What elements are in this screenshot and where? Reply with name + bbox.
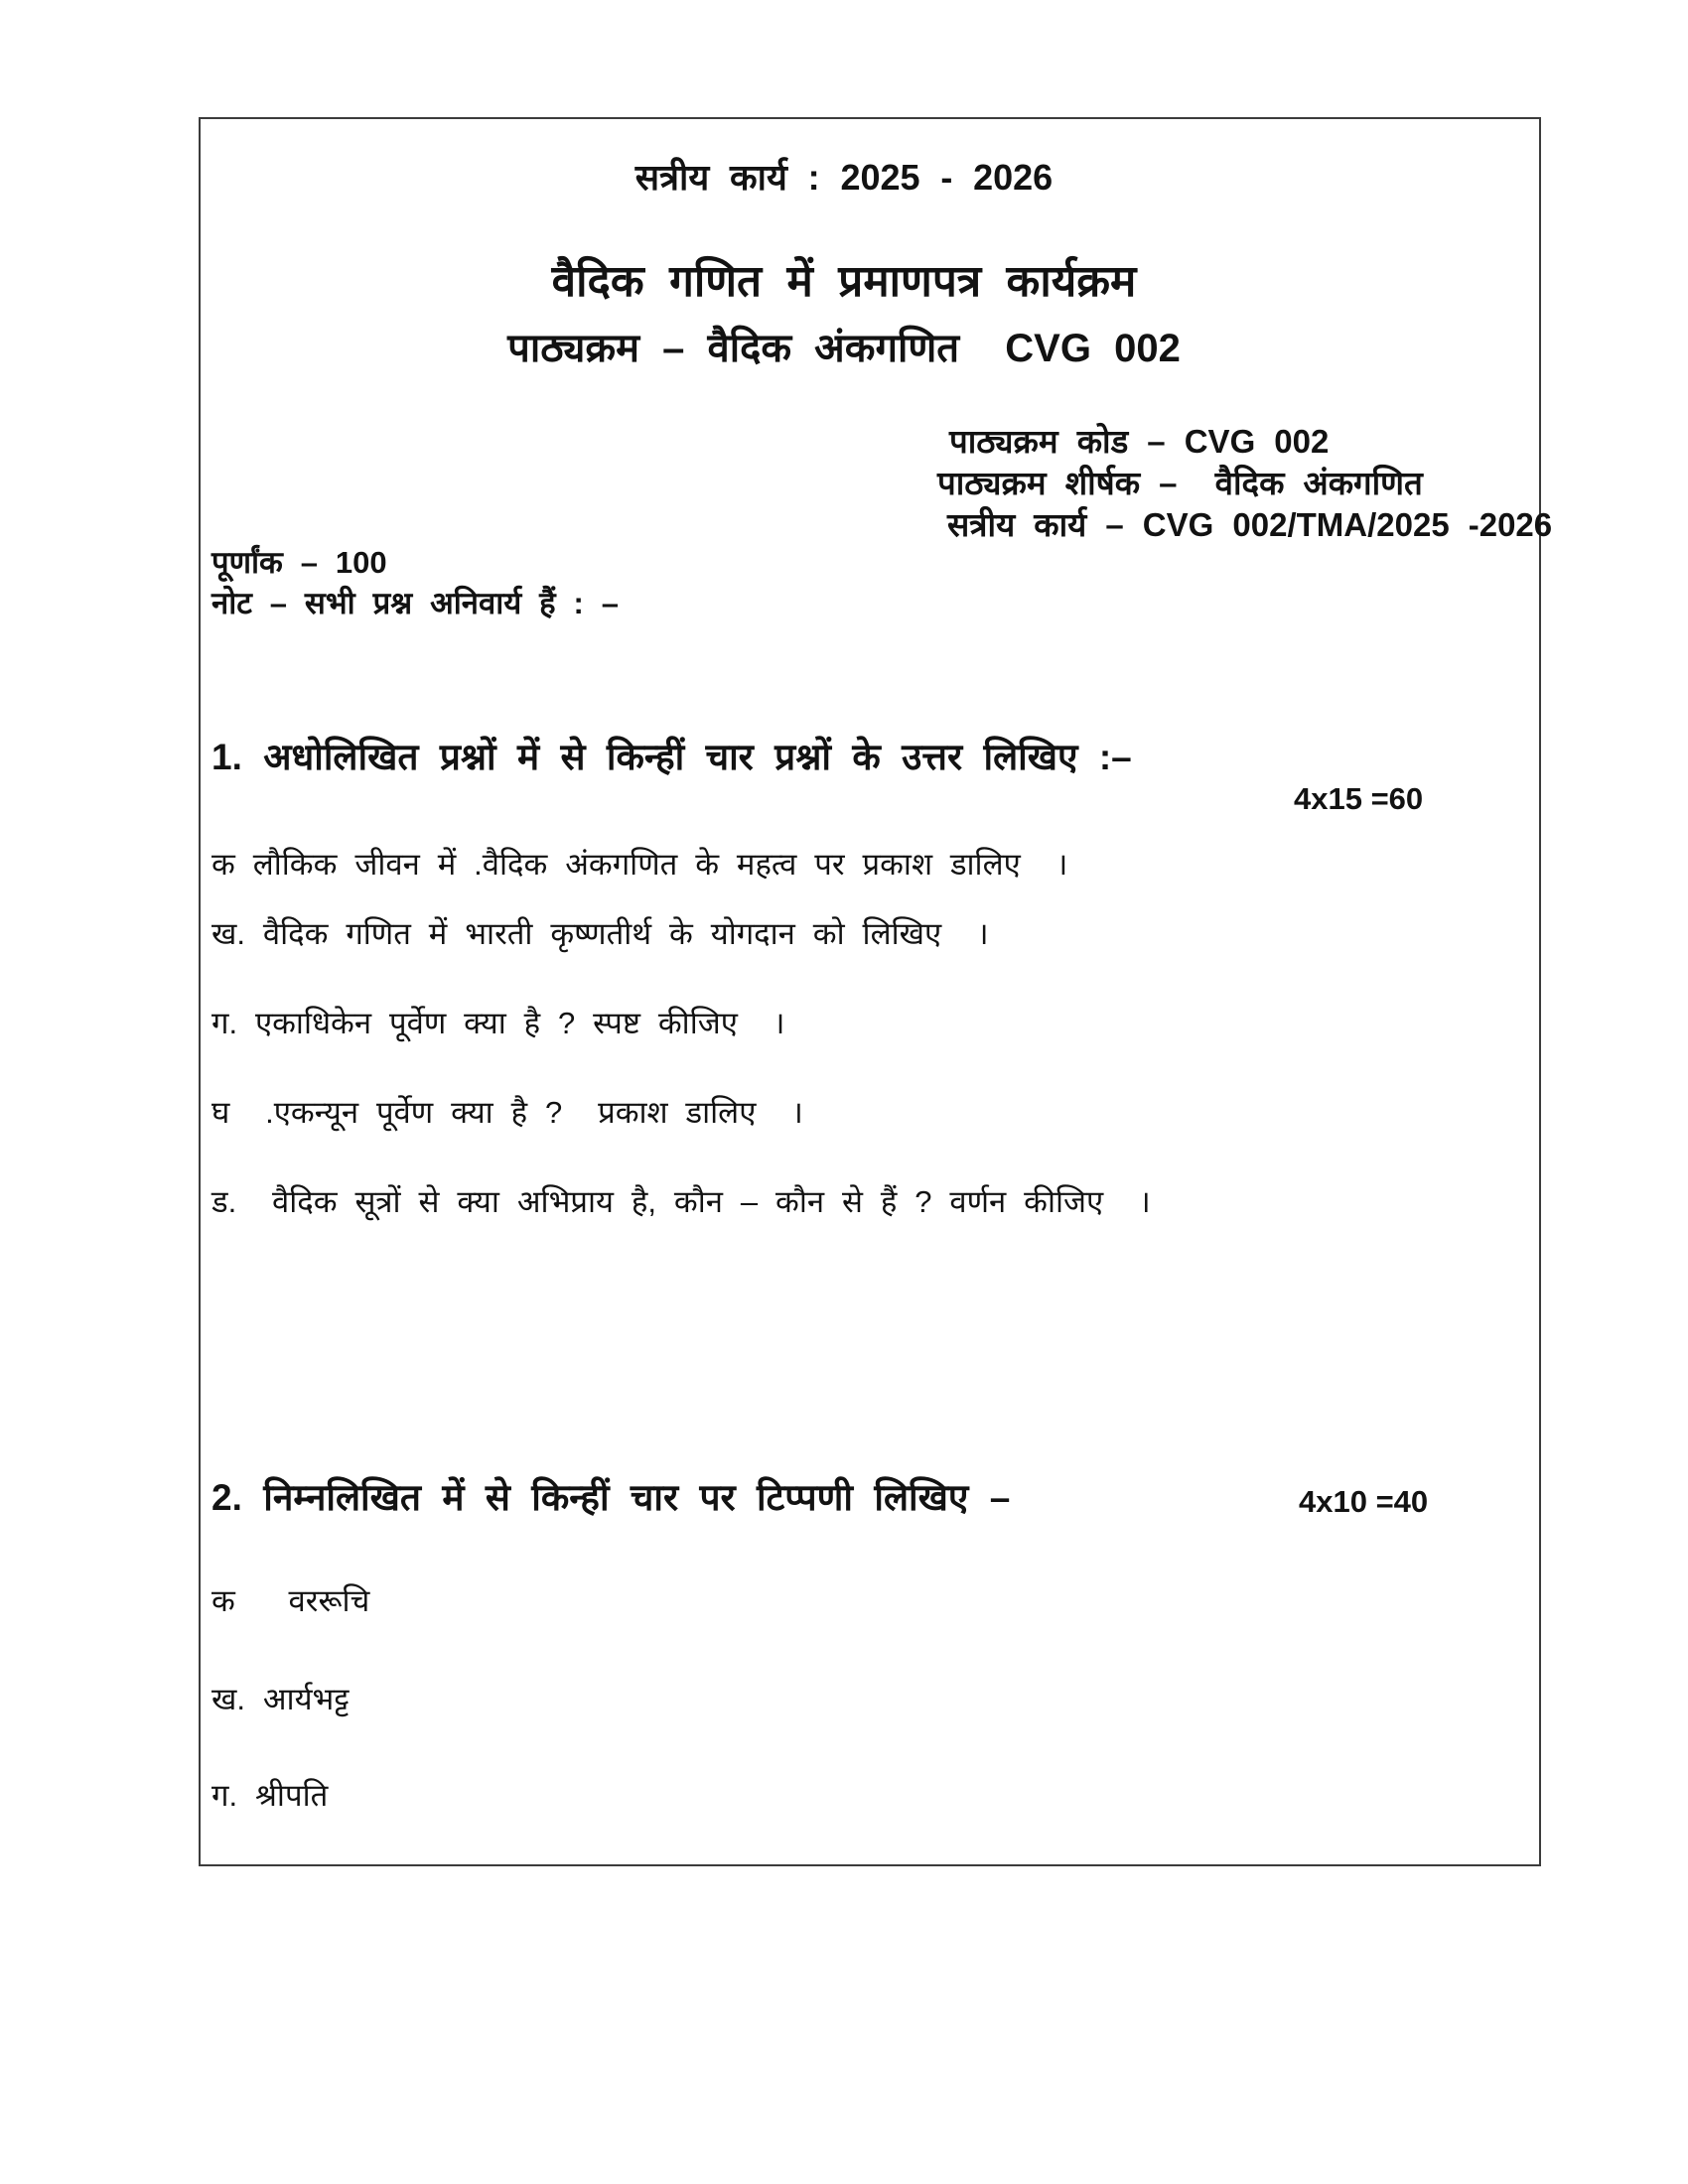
max-marks-line: पूर्णांक – 100 (211, 545, 387, 580)
page-border-box (199, 117, 1541, 1866)
question-1-item-da: ड. वैदिक सूत्रों से क्या अभिप्राय है, कौन – कौन से हैं ? वर्णन कीजिए । (211, 1184, 1151, 1219)
program-title: वैदिक गणित में प्रमाणपत्र कार्यक्रम (551, 257, 1137, 306)
question-1-marks: 4x15 =60 (1294, 781, 1424, 816)
course-code-line: पाठ्यक्रम कोड – CVG 002 (949, 423, 1330, 460)
question-1-item-kha: ख. वैदिक गणित में भारती कृष्णतीर्थ के योगदान को लिखिए । (211, 916, 989, 951)
question-2-item-kha: ख. आर्यभट्ट (211, 1682, 350, 1716)
question-1-item-ka: क लौकिक जीवन में .वैदिक अंकगणित के महत्व पर प्रकाश डालिए । (211, 847, 1068, 882)
question-1-item-gha: घ .एकन्यून पूर्वेण क्या है ? प्रकाश डालिए । (211, 1095, 803, 1130)
question-1-item-ga: ग. एकाधिकेन पूर्वेण क्या है ? स्पष्ट कीजिए । (211, 1006, 785, 1040)
assignment-code-line: सत्रीय कार्य – CVG 002/TMA/2025 -2026 (947, 506, 1553, 543)
course-title-line: पाठ्यक्रम शीर्षक – वैदिक अंकगणित (937, 465, 1423, 501)
question-2-item-ga: ग. श्रीपति (211, 1778, 329, 1813)
question-2-item-ka: क वररूचि (211, 1583, 370, 1618)
question-2-marks: 4x10 =40 (1299, 1484, 1429, 1519)
note-line: नोट – सभी प्रश्न अनिवार्य हैं : – (211, 586, 620, 620)
question-2-heading: 2. निम्नलिखित में से किन्हीं चार पर टिप्पणी लिखिए – (211, 1477, 1011, 1518)
question-1-heading: 1. अधोलिखित प्रश्नों में से किन्हीं चार प्रश्नों के उत्तर लिखिए :– (211, 737, 1132, 777)
session-title: सत्रीय कार्य : 2025 - 2026 (634, 157, 1054, 198)
course-title: पाठ्यक्रम – वैदिक अंकगणित CVG 002 (507, 327, 1181, 370)
